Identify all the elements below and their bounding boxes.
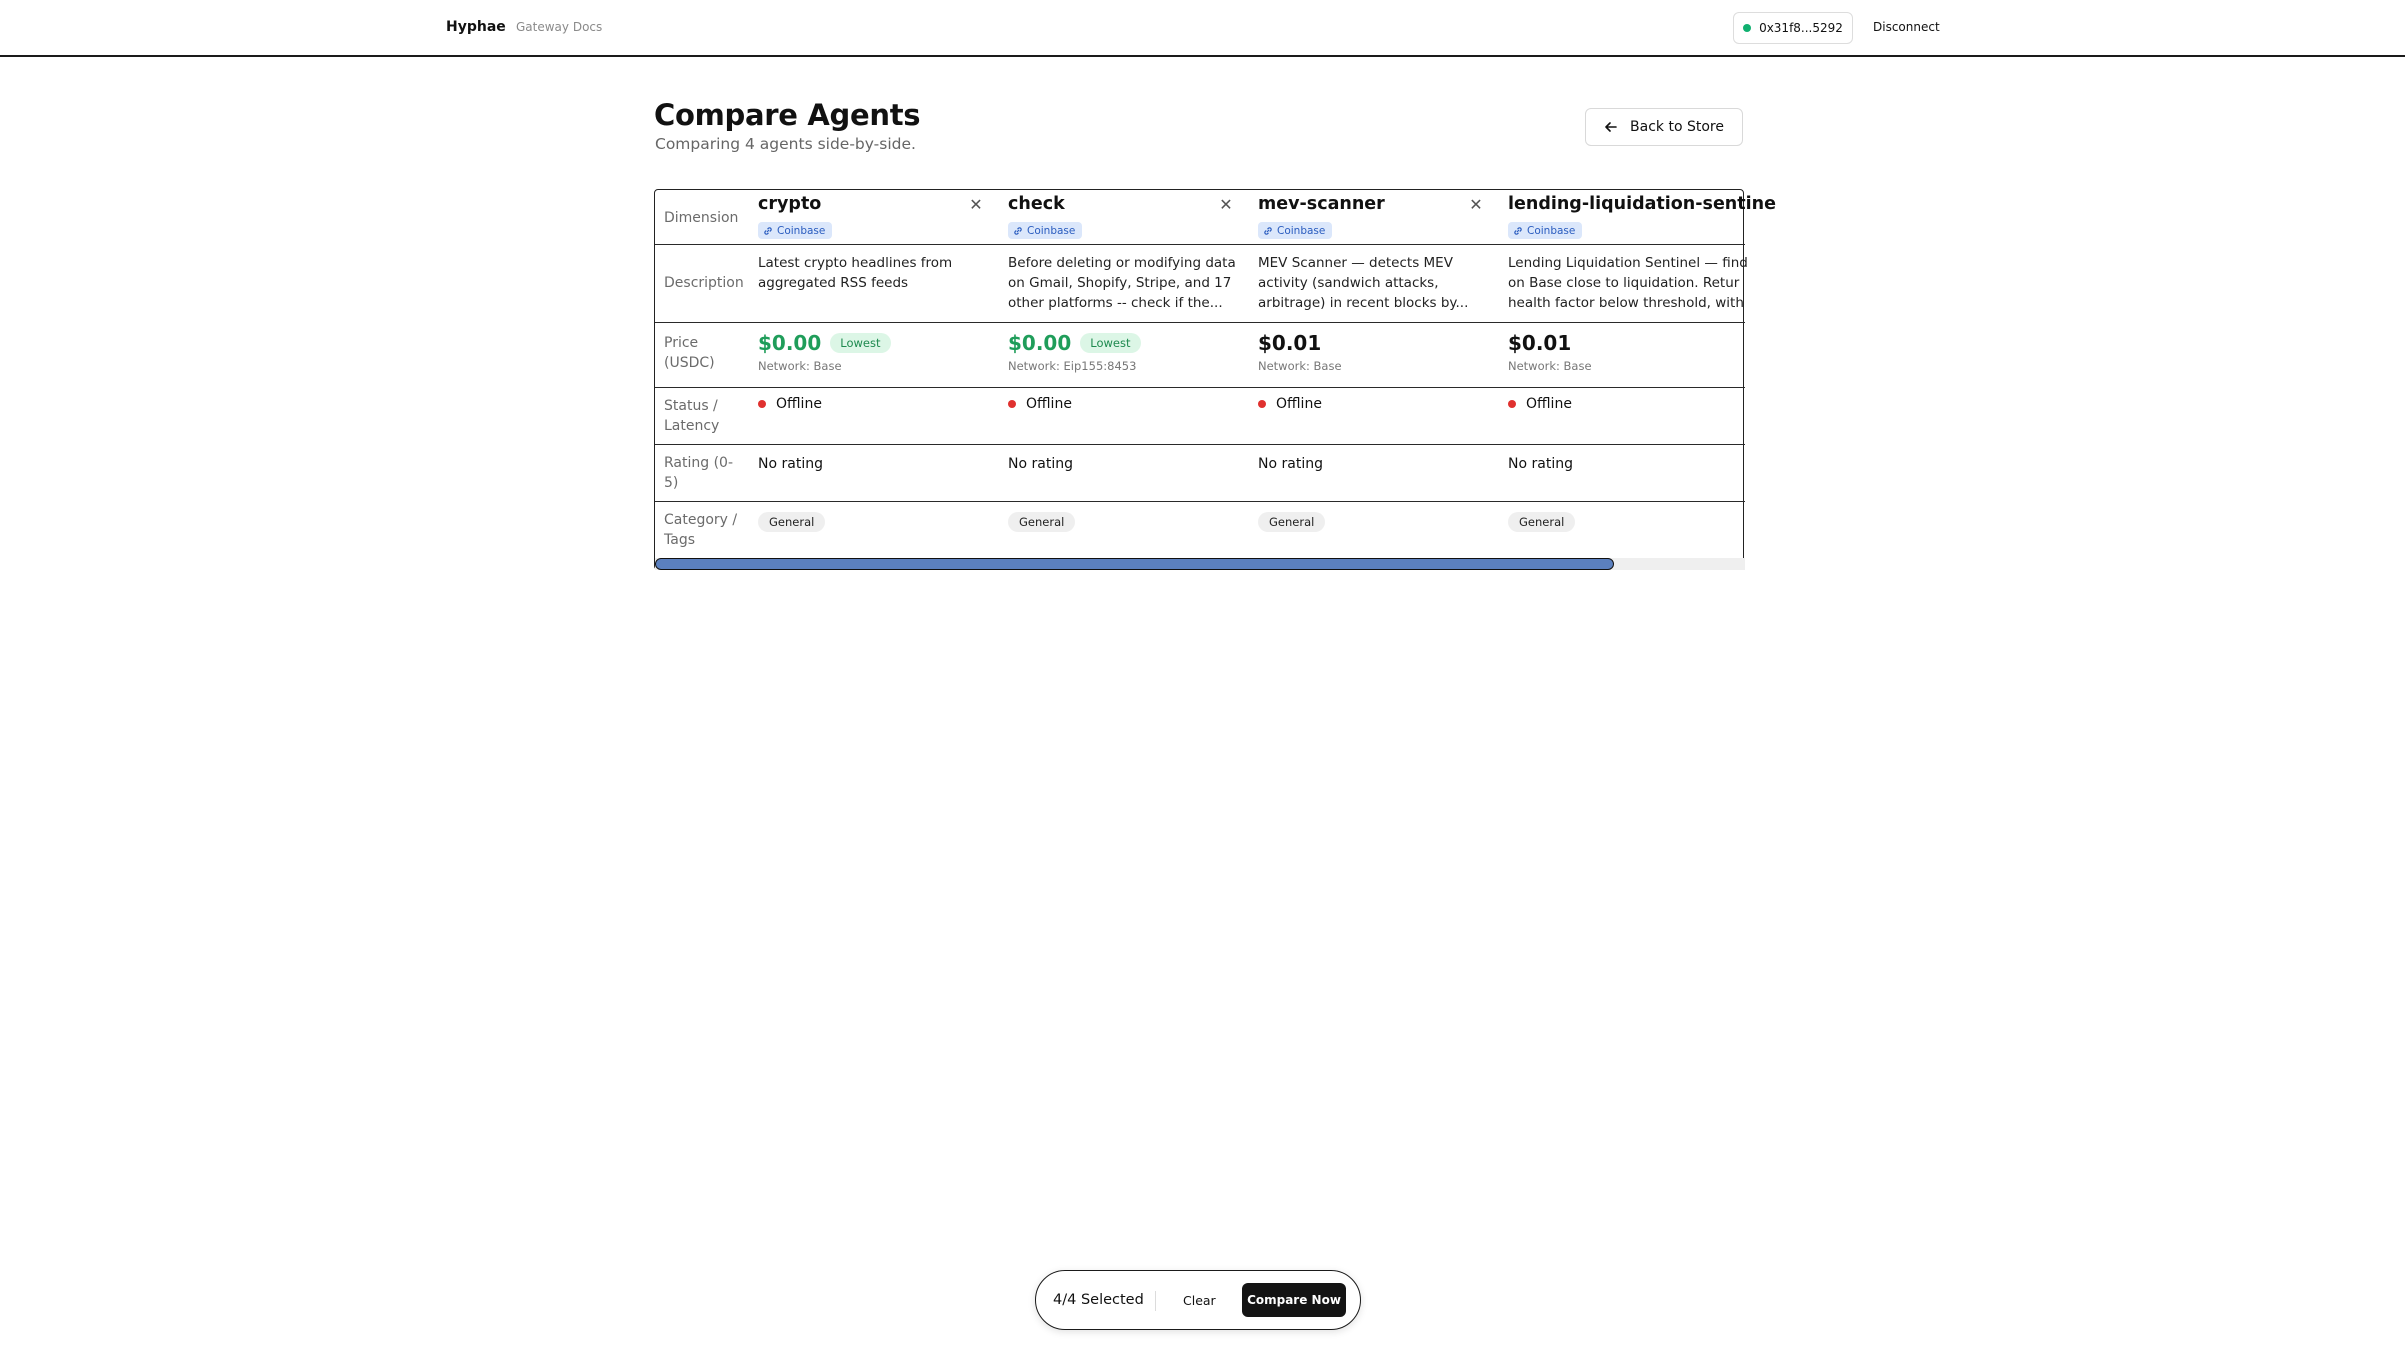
page-subtitle: Comparing 4 agents side-by-side. <box>655 135 916 153</box>
close-icon[interactable]: ✕ <box>1469 195 1483 214</box>
agent-status: Offline <box>1276 396 1322 412</box>
link-icon <box>1263 226 1273 236</box>
gateway-docs-link[interactable]: Gateway Docs <box>516 20 603 34</box>
agent-name: crypto <box>758 194 822 214</box>
back-to-store-label: Back to Store <box>1630 119 1724 135</box>
agent-rating: No rating <box>1258 456 1323 472</box>
compare-now-button[interactable]: Compare Now <box>1242 1283 1346 1317</box>
agent-header-mev-scanner <box>1258 190 1508 245</box>
agent-network: Network: Eip155:8453 <box>1008 359 1137 373</box>
status-dot-icon <box>1008 400 1016 408</box>
selected-count: 4/4 Selected <box>1053 1292 1144 1308</box>
price-row <box>655 323 1745 388</box>
agent-header-lending-liquidation-sentinel <box>1508 190 1776 245</box>
lowest-price-badge: Lowest <box>1080 333 1140 353</box>
agent-price: $0.00 <box>758 331 822 355</box>
agent-description: Before deleting or modifying data on Gmail, Shopify, Stripe, and 17 other platforms -- check if the... <box>1008 255 1236 311</box>
page-title: Compare Agents <box>654 98 921 132</box>
connected-status-icon <box>1743 24 1751 32</box>
wallet-address-chip[interactable] <box>1733 12 1853 44</box>
disconnect-button[interactable]: Disconnect <box>1873 20 1940 34</box>
agent-status: Offline <box>1026 396 1072 412</box>
close-icon[interactable]: ✕ <box>969 195 983 214</box>
agent-network: Network: Base <box>1508 359 1592 373</box>
close-icon[interactable]: ✕ <box>1219 195 1233 214</box>
link-icon <box>1013 226 1023 236</box>
agent-description: MEV Scanner — detects MEV activity (sandwich attacks, arbitrage) in recent blocks by... <box>1258 255 1469 311</box>
agent-status: Offline <box>1526 396 1572 412</box>
agent-rating: No rating <box>758 456 823 472</box>
back-to-store-button[interactable] <box>1585 108 1743 146</box>
status-dot-icon <box>1508 400 1516 408</box>
category-tag: General <box>758 512 825 532</box>
compare-selection-bar <box>1035 1270 1361 1330</box>
agent-header-crypto <box>758 190 1008 245</box>
agent-header-check <box>1008 190 1258 245</box>
divider <box>1155 1291 1156 1311</box>
agent-network: Network: Base <box>758 359 842 373</box>
agent-rating: No rating <box>1008 456 1073 472</box>
agent-status: Offline <box>776 396 822 412</box>
comparison-table <box>654 189 1776 570</box>
rating-row <box>655 445 1745 502</box>
category-tag: General <box>1508 512 1575 532</box>
status-row <box>655 388 1745 445</box>
arrow-left-icon <box>1604 120 1618 134</box>
status-dot-icon <box>758 400 766 408</box>
status-label: Status / Latency <box>664 398 720 434</box>
description-row <box>655 245 1748 323</box>
category-tag: General <box>1008 512 1075 532</box>
provider-badge: Coinbase <box>758 222 832 239</box>
brand-logo[interactable]: Hyphae <box>446 19 506 35</box>
provider-badge: Coinbase <box>1508 222 1582 239</box>
category-tag: General <box>1258 512 1325 532</box>
agent-description: Lending Liquidation Sentinel — find on Base close to liquidation. Retur health factor below threshold, with <box>1508 255 1748 311</box>
agent-price: $0.01 <box>1258 331 1322 355</box>
link-icon <box>763 226 773 236</box>
category-row <box>655 502 1745 558</box>
scrollbar-thumb[interactable] <box>655 558 1614 570</box>
agent-price: $0.01 <box>1508 331 1572 355</box>
dimension-header: Dimension <box>664 210 739 226</box>
status-dot-icon <box>1258 400 1266 408</box>
provider-badge: Coinbase <box>1008 222 1082 239</box>
agent-name: mev-scanner <box>1258 194 1385 214</box>
category-label: Category / Tags <box>664 512 738 548</box>
provider-badge: Coinbase <box>1258 222 1332 239</box>
table-header-row <box>655 190 1776 245</box>
price-label: Price (USDC) <box>664 335 715 371</box>
link-icon <box>1513 226 1523 236</box>
description-label: Description <box>664 275 744 291</box>
wallet-address: 0x31f8...5292 <box>1759 21 1843 35</box>
agent-name: check <box>1008 194 1065 214</box>
agent-network: Network: Base <box>1258 359 1342 373</box>
horizontal-scrollbar[interactable] <box>655 558 1745 570</box>
agent-description: Latest crypto headlines from aggregated RSS feeds <box>758 255 953 291</box>
clear-button[interactable]: Clear <box>1183 1293 1216 1308</box>
rating-label: Rating (0-5) <box>664 455 734 491</box>
agent-rating: No rating <box>1508 456 1573 472</box>
agent-name: lending-liquidation-sentine <box>1508 194 1776 214</box>
top-nav <box>0 0 2405 57</box>
lowest-price-badge: Lowest <box>830 333 890 353</box>
agent-price: $0.00 <box>1008 331 1072 355</box>
